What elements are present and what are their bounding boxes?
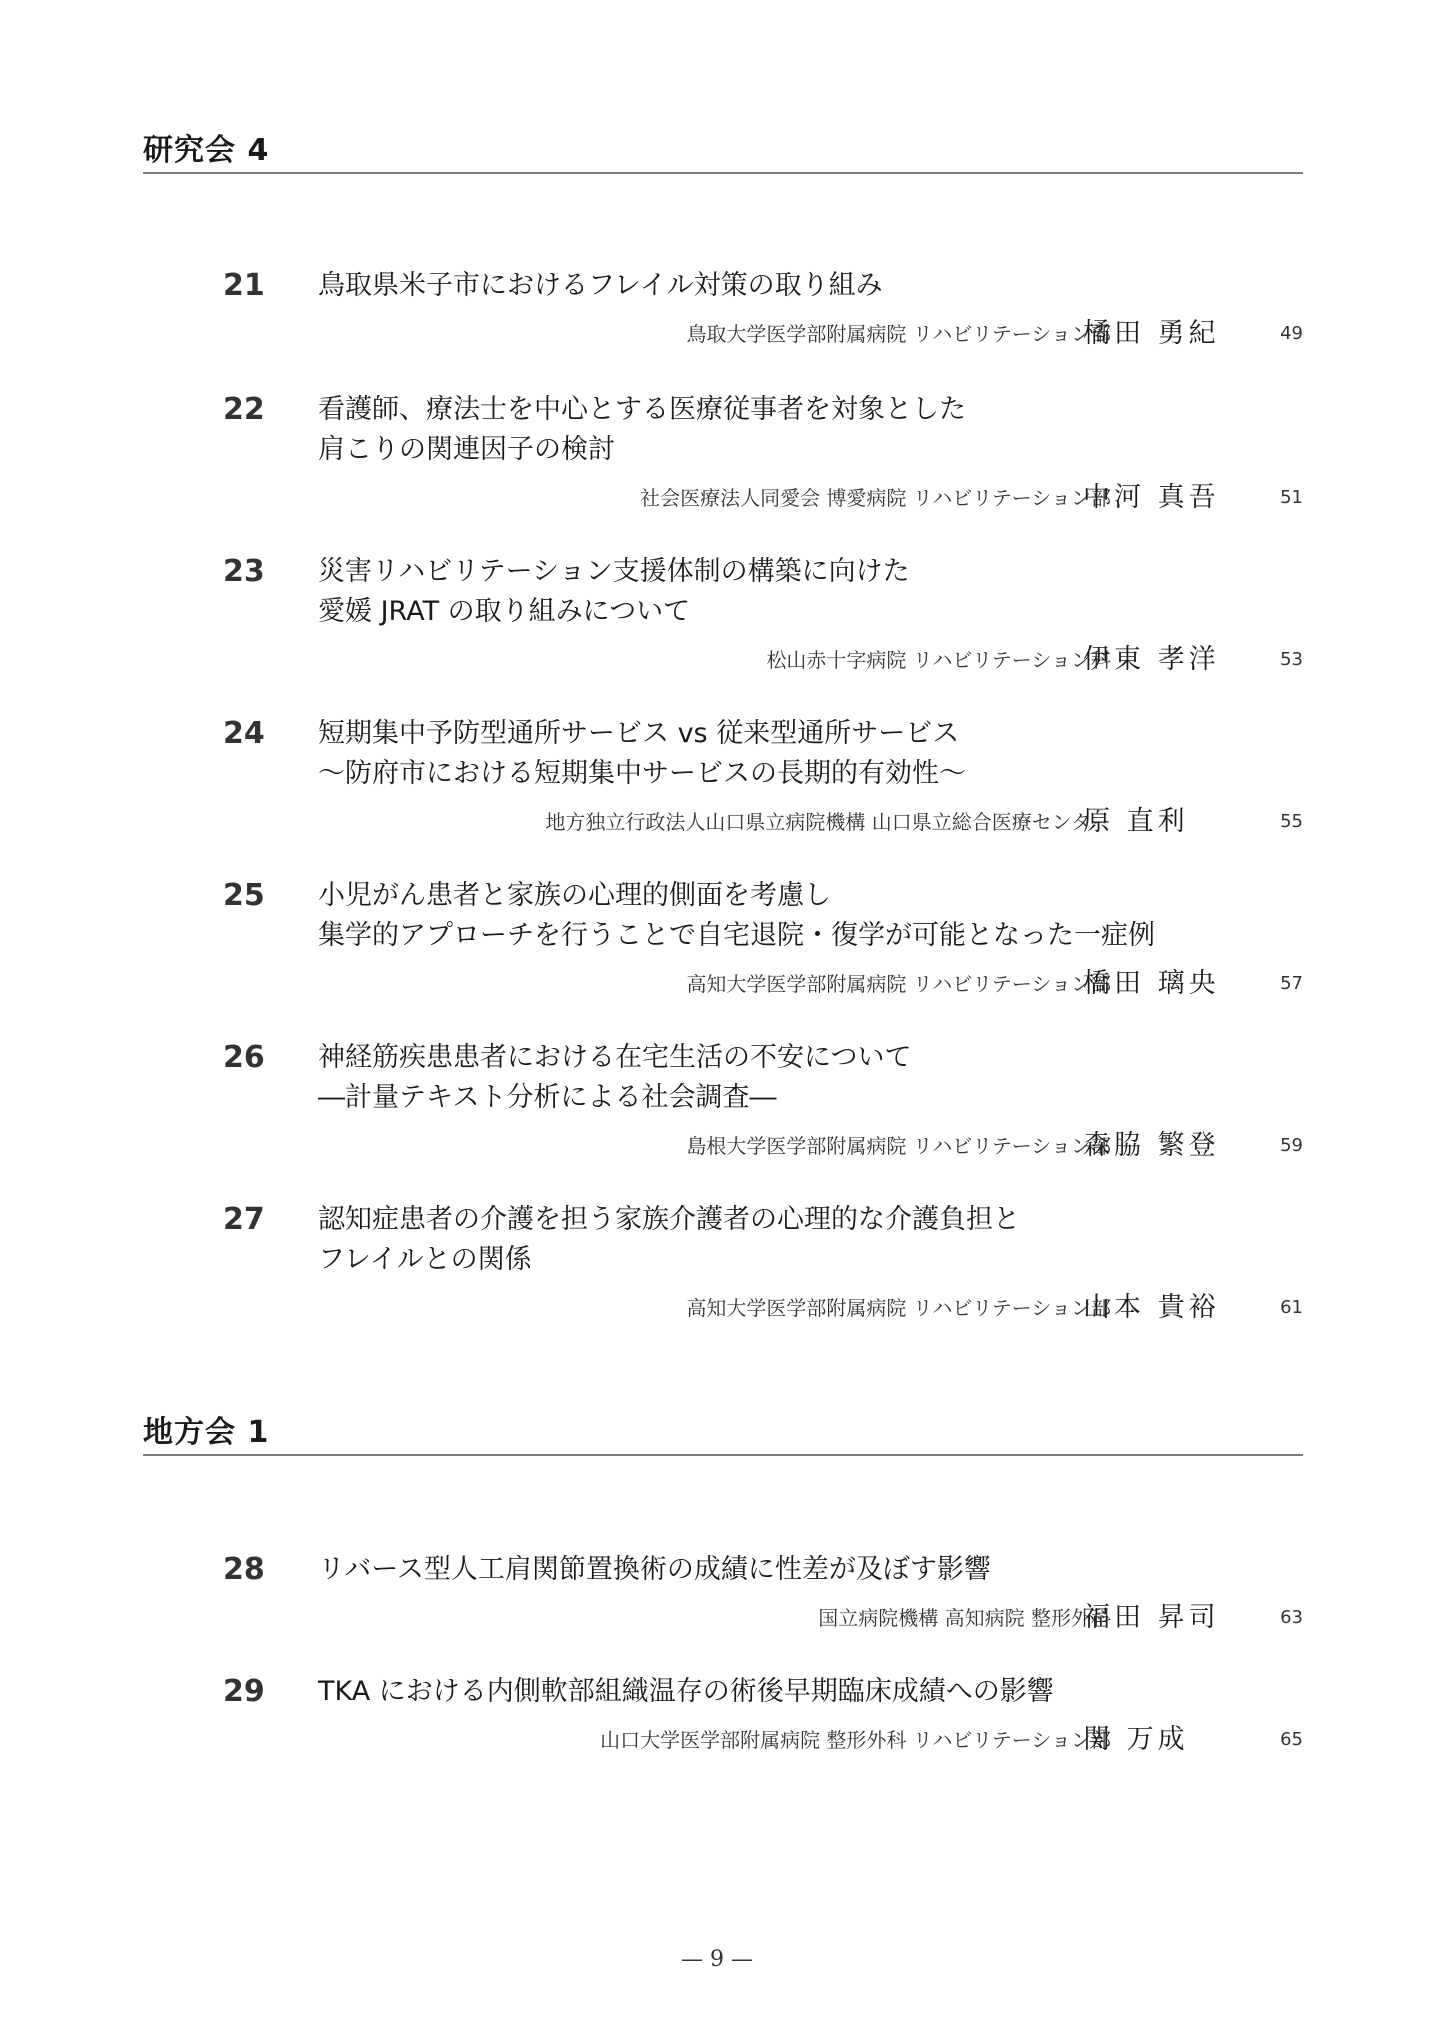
entry-author: 関 万成 — [1083, 1724, 1189, 1755]
entry-author: 橋田 璃央 — [1083, 968, 1220, 999]
section-heading — [143, 1400, 1303, 1456]
entry-title-line: フレイルとの関係 — [318, 1244, 532, 1275]
entry-page-number: 51 — [1280, 487, 1303, 508]
entry-title-line: 集学的アプローチを行うことで自宅退院・復学が可能となった一症例 — [318, 920, 1155, 951]
entry-title — [318, 876, 1218, 956]
entry-affiliation: 鳥取大学医学部附属病院 リハビリテーション部 — [686, 322, 1111, 346]
entry-credit-row — [143, 1598, 1303, 1638]
entry-number: 21 — [223, 268, 265, 303]
entry-title — [318, 1550, 1218, 1590]
entry-title — [318, 1200, 1218, 1280]
entry-title-line: 神経筋疾患患者における在宅生活の不安について — [318, 1042, 912, 1073]
entry-author: 原 直利 — [1083, 806, 1189, 837]
section-heading — [143, 118, 1303, 174]
entry-author: 福田 昇司 — [1083, 1602, 1220, 1633]
section-chihoukai-1 — [143, 1400, 1303, 1755]
entry-title — [318, 552, 1218, 632]
entry-credit-row — [143, 1288, 1303, 1328]
entry-credit-row — [143, 1126, 1303, 1166]
entry-affiliation: 松山赤十字病院 リハビリテーション科 — [766, 648, 1111, 672]
entry-credit-row — [143, 1720, 1303, 1760]
entry-credit-row — [143, 478, 1303, 518]
entry-title-line: 災害リハビリテーション支援体制の構築に向けた — [318, 556, 910, 587]
section-title: 研究会 4 — [143, 133, 270, 168]
entry-number: 27 — [223, 1202, 265, 1237]
entry-author: 山本 貴裕 — [1083, 1292, 1220, 1323]
entry-page-number: 59 — [1280, 1135, 1303, 1156]
entry-credit-row — [143, 964, 1303, 1004]
entry-affiliation: 社会医療法人同愛会 博愛病院 リハビリテーション部 — [640, 486, 1111, 510]
entry-affiliation: 地方独立行政法人山口県立病院機構 山口県立総合医療センター — [545, 810, 1111, 834]
entry-affiliation: 高知大学医学部附属病院 リハビリテーション部 — [686, 972, 1111, 996]
entry-number: 26 — [223, 1040, 265, 1075]
entry-page-number: 63 — [1280, 1607, 1303, 1628]
entry-credit-row — [143, 314, 1303, 354]
entry-author: 橘田 勇紀 — [1083, 318, 1220, 349]
entry-page-number: 55 — [1280, 811, 1303, 832]
entry-number: 22 — [223, 392, 265, 427]
entry-page-number: 57 — [1280, 973, 1303, 994]
entry-title — [318, 266, 1218, 306]
entry-affiliation: 山口大学医学部附属病院 整形外科 リハビリテーション部 — [600, 1728, 1111, 1752]
section-title: 地方会 1 — [143, 1415, 270, 1450]
entry-author: 森脇 繁登 — [1083, 1130, 1220, 1161]
entry-author: 伊東 孝洋 — [1083, 644, 1220, 675]
entry-page-number: 53 — [1280, 649, 1303, 670]
entry-page-number: 49 — [1280, 323, 1303, 344]
entry-title-line: 小児がん患者と家族の心理的側面を考慮し — [318, 880, 831, 911]
entry-title-line: TKA における内側軟部組織温存の術後早期臨床成績への影響 — [318, 1676, 1054, 1707]
entry-affiliation: 国立病院機構 高知病院 整形外科 — [818, 1606, 1111, 1630]
entry-number: 23 — [223, 554, 265, 589]
entry-affiliation: 島根大学医学部附属病院 リハビリテーション部 — [686, 1134, 1111, 1158]
entry-affiliation: 高知大学医学部附属病院 リハビリテーション部 — [686, 1296, 1111, 1320]
entry-page-number: 65 — [1280, 1729, 1303, 1750]
entry-number: 25 — [223, 878, 265, 913]
entry-title-line: 看護師、療法士を中心とする医療従事者を対象とした — [318, 394, 966, 425]
entry-title-line: 〜防府市における短期集中サービスの長期的有効性〜 — [318, 758, 966, 789]
entry-page-number: 61 — [1280, 1297, 1303, 1318]
entry-title-line: リバース型人工肩関節置換術の成績に性差が及ぼす影響 — [318, 1554, 991, 1585]
page-footer-number: — 9 — — [681, 1947, 753, 1972]
entry-title — [318, 1038, 1218, 1118]
entry-number: 29 — [223, 1674, 265, 1709]
entry-title — [318, 714, 1218, 794]
entry-title-line: 短期集中予防型通所サービス vs 従来型通所サービス — [318, 718, 960, 749]
entry-title-line: 認知症患者の介護を担う家族介護者の心理的な介護負担と — [318, 1204, 1020, 1235]
entry-title-line: 愛媛 JRAT の取り組みについて — [318, 596, 691, 627]
entry-title — [318, 390, 1218, 470]
entry-title-line: ―計量テキスト分析による社会調査― — [318, 1082, 777, 1113]
entry-title — [318, 1672, 1218, 1712]
entry-credit-row — [143, 640, 1303, 680]
entry-credit-row — [143, 802, 1303, 842]
entry-title-line: 鳥取県米子市におけるフレイル対策の取り組み — [318, 270, 883, 301]
entry-author: 中河 真吾 — [1083, 482, 1220, 513]
entry-title-line: 肩こりの関連因子の検討 — [318, 434, 615, 465]
entry-number: 28 — [223, 1552, 265, 1587]
entry-number: 24 — [223, 716, 265, 751]
section-kenkyukai-4 — [143, 118, 1303, 1323]
